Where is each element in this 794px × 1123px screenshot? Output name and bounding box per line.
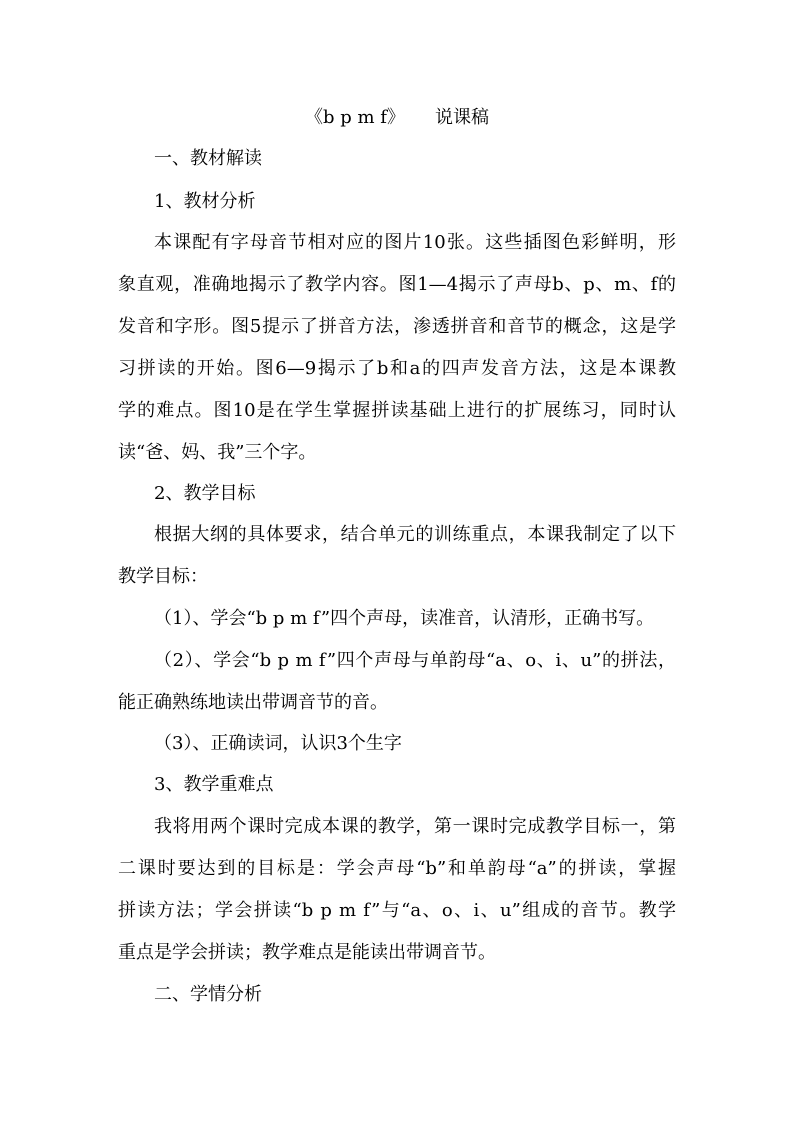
document-title bbox=[0, 106, 794, 130]
paragraph-line: 二课时要达到的目标是：学会声母“b”和单韵母“a”的拼读，掌握 bbox=[118, 858, 676, 879]
paragraph-line: 发音和字形。图5提示了拼音方法，渗透拼音和音节的概念，这是学 bbox=[118, 316, 676, 337]
paragraph-line: 重点是学会拼读；教学难点是能读出带调音节。 bbox=[118, 942, 496, 963]
subsection-heading-1-3: 3、教学重难点 bbox=[154, 774, 274, 795]
section-heading-1: 一、教材解读 bbox=[154, 148, 262, 169]
paragraph-line: 学的难点。图10是在学生掌握拼读基础上进行的扩展练习，同时认 bbox=[118, 400, 676, 421]
goal-item-1: （1）、学会“b p m f”四个声母，读准音，认清形，正确书写。 bbox=[154, 608, 655, 629]
goal-item-2: （2）、学会“b p m f”四个声母与单韵母“a、o、i、u”的拼法， bbox=[154, 650, 676, 671]
paragraph-line: 我将用两个课时完成本课的教学，第一课时完成教学目标一，第 bbox=[154, 816, 676, 837]
goal-item-3: （3）、正确读词，认识3个生字 bbox=[154, 733, 402, 754]
paragraph-line: 象直观，准确地揭示了教学内容。图1—4揭示了声母b、p、m、f的 bbox=[118, 274, 676, 295]
paragraph-line: 读“爸、妈、我”三个字。 bbox=[118, 442, 317, 463]
paragraph-line: 教学目标： bbox=[118, 566, 208, 587]
goal-item-2-cont: 能正确熟练地读出带调音节的音。 bbox=[118, 692, 388, 713]
title-main: 《b p m f》 bbox=[305, 107, 405, 128]
paragraph-line: 拼读方法；学会拼读“b p m f”与“a、o、i、u”组成的音节。教学 bbox=[118, 900, 676, 921]
section-heading-2: 二、学情分析 bbox=[154, 984, 262, 1005]
subsection-heading-1-1: 1、教材分析 bbox=[154, 191, 256, 212]
title-suffix: 说课稿 bbox=[434, 107, 489, 128]
paragraph-line: 习拼读的开始。图6—9揭示了b和a的四声发音方法，这是本课教 bbox=[118, 358, 676, 379]
subsection-heading-1-2: 2、教学目标 bbox=[154, 483, 256, 504]
paragraph-line: 本课配有字母音节相对应的图片10张。这些插图色彩鲜明，形 bbox=[154, 232, 676, 253]
paragraph-line: 根据大纲的具体要求，结合单元的训练重点，本课我制定了以下 bbox=[154, 524, 676, 545]
